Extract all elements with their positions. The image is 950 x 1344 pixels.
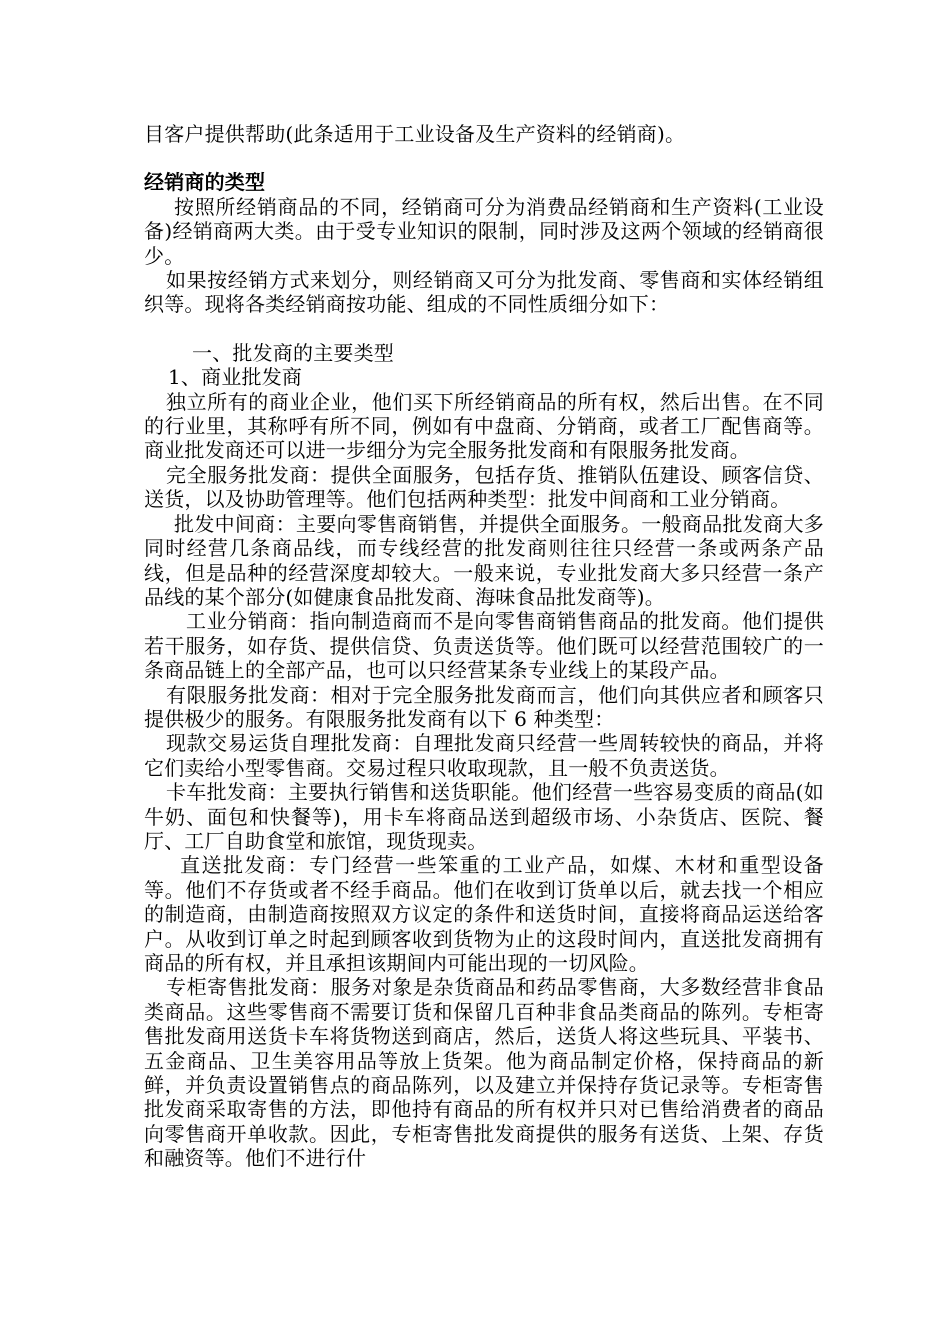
paragraph-dealer-methods: 如果按经销方式来划分，则经销商又可分为批发商、零售商和实体经销组织等。现将各类经销商按功能、组成的不同性质细分如下：	[144, 268, 824, 317]
subheading-merchant-wholesaler: 1、商业批发商	[168, 365, 303, 390]
paragraph-full-service: 完全服务批发商：提供全面服务，包括存货、推销队伍建设、顾客信贷、送货，以及协助管理等。他们包括两种类型：批发中间商和工业分销商。	[144, 462, 824, 512]
document-body	[144, 122, 824, 1171]
paragraph-merchant-wholesaler: 独立所有的商业企业，他们买下所经销商品的所有权，然后出售。在不同的行业里，其称呼有所不同，例如有中盘商、分销商，或者工厂配售商等。商业批发商还可以进一步细分为完全服务批发商和有限服务批发商。	[144, 389, 824, 463]
paragraph-industrial-distributor: 工业分销商：指向制造商而不是向零售商销售商品的批发商。他们提供若干服务，如存货、提供信贷、负责送货等。他们既可以经营范围较广的一条商品链上的全部产品，也可以只经营某条专业线上的某段产品。	[144, 609, 824, 683]
paragraph-spacer	[144, 317, 824, 341]
paragraph-drop-shipper: 直送批发商：专门经营一些笨重的工业产品，如煤、木材和重型设备等。他们不存货或者不经手商品。他们在收到订货单以后，就去找一个相应的制造商，由制造商按照双方议定的条件和送货时间，直接将商品运送给客户。从收到订单之时起到顾客收到货物为止的这段时间内，直送批发商拥有商品的所有权，并且承担该期间内可能出现的一切风险。	[144, 853, 824, 975]
paragraph-rack-jobber: 专柜寄售批发商：服务对象是杂货商品和药品零售商，大多数经营非食品类商品。这些零售商不需要订货和保留几百种非食品类商品的陈列。专柜寄售批发商用送货卡车将货物送到商店，然后，送货人将这些玩具、平装书、五金商品、卫生美容用品等放上货架。他为商品制定价格，保持商品的新鲜，并负责设置销售点的商品陈列，以及建立并保持存货记录等。专柜寄售批发商采取寄售的方法，即他持有商品的所有权并只对已售给消费者的商品向零售商开单收款。因此，专柜寄售批发商提供的服务有送货、上架、存货和融资等。他们不进行什	[144, 975, 824, 1171]
section-heading-dealer-types: 经销商的类型	[144, 170, 266, 195]
paragraph-truck-wholesaler: 卡车批发商：主要执行销售和送货职能。他们经营一些容易变质的商品(如牛奶、面包和快餐等)，用卡车将商品送到超级市场、小杂货店、医院、餐厅、工厂自助食堂和旅馆，现货现卖。	[144, 780, 824, 853]
paragraph-spacer	[144, 146, 824, 170]
paragraph-dealer-categories: 按照所经销商品的不同，经销商可分为消费品经销商和生产资料(工业设备)经销商两大类。由于受专业知识的限制，同时涉及这两个领域的经销商很少。	[144, 194, 824, 268]
paragraph-continuation: 目客户提供帮助(此条适用于工业设备及生产资料的经销商)。	[144, 122, 686, 146]
paragraph-wholesale-intermediary: 批发中间商：主要向零售商销售，并提供全面服务。一般商品批发商大多同时经营几条商品线，而专线经营的批发商则往往只经营一条或两条产品线，但是品种的经营深度却较大。一般来说，专业批发商大多只经营一条产品线的某个部分(如健康食品批发商、海味食品批发商等)。	[144, 511, 824, 609]
paragraph-cash-and-carry: 现款交易运货自理批发商：自理批发商只经营一些周转较快的商品，并将它们卖给小型零售商。交易过程只收取现款，且一般不负责送货。	[144, 731, 824, 780]
paragraph-limited-service: 有限服务批发商：相对于完全服务批发商而言，他们向其供应者和顾客只提供极少的服务。有限服务批发商有以下 6 种类型：	[144, 682, 824, 731]
subheading-wholesaler-types: 一、批发商的主要类型	[192, 340, 394, 365]
